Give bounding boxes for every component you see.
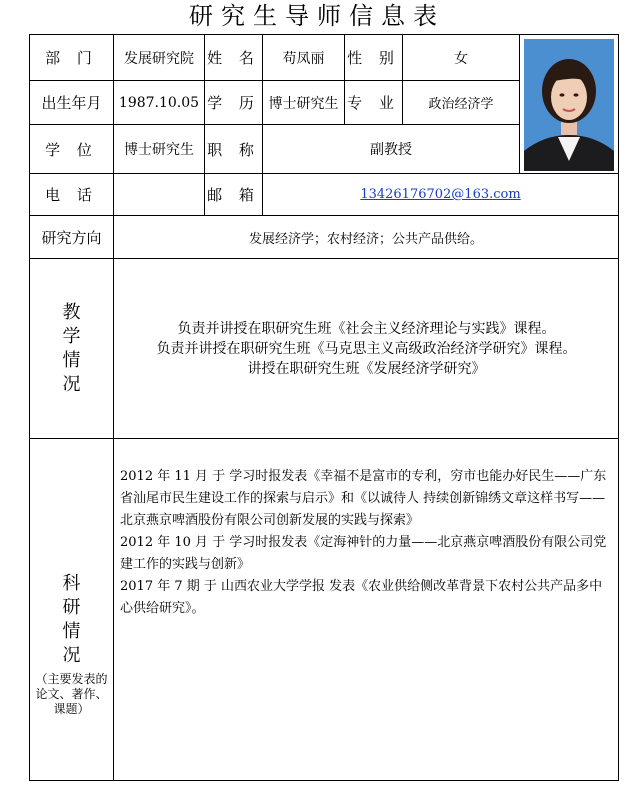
- value-department: 发展研究院: [124, 50, 194, 67]
- table-border-right: [618, 34, 619, 781]
- label-teaching: 教 学 情 况: [62, 301, 81, 395]
- label-gender: 性 别: [347, 49, 400, 67]
- research-item: 2012 年 10 月 于 学习时报发表《定海神针的力量——北京燕京啤酒股份有限公司党建工作的实践与创新》: [120, 535, 607, 572]
- value-birth: 1987.10.05: [118, 94, 200, 111]
- value-education: 博士研究生: [268, 95, 339, 112]
- research-item: 2017 年 7 期 于 山西农业大学学报 发表《农业供给侧改革背景下农村公共产品多中心供给研究》。: [120, 579, 603, 616]
- label-major: 专 业: [347, 94, 400, 112]
- row-line-5: [29, 258, 619, 259]
- label-degree: 学 位: [45, 140, 98, 159]
- row-line-6: [29, 438, 619, 439]
- research-content: [120, 466, 614, 620]
- value-degree: 博士研究生: [124, 142, 194, 158]
- col-line-6: [519, 34, 520, 174]
- teaching-line: 负责并讲授在职研究生班《马克思主义高级政治经济学研究》课程。: [156, 341, 577, 357]
- teaching-line: 负责并讲授在职研究生班《社会主义经济理论与实践》课程。: [177, 321, 556, 337]
- research-item: 2012 年 11 月 于 学习时报发表《幸福不是富市的专利，穷市也能办好民生——广东省汕尾市民生建设工作的探索与启示》和《以诚待人 持续创新锦绣文章这样书写——北京燕京啤酒股份有限公司创新发展的实践与探索》: [120, 469, 607, 528]
- label-phone: 电 话: [45, 186, 98, 204]
- label-birth: 出生年月: [41, 94, 102, 112]
- label-job-title: 职 称: [207, 140, 260, 159]
- table-border-bottom: [29, 780, 619, 781]
- label-name: 姓 名: [207, 49, 260, 67]
- value-gender: 女: [454, 50, 468, 67]
- value-job-title: 副教授: [370, 142, 412, 158]
- page-title: 研究生导师信息表: [189, 2, 445, 30]
- email-link[interactable]: 13426176702@163.com: [360, 187, 521, 202]
- label-research-direction: 研究方向: [41, 228, 102, 247]
- label-education: 学 历: [207, 94, 260, 112]
- value-major: 政治经济学: [428, 97, 494, 112]
- label-department: 部 门: [45, 49, 98, 67]
- research-note: （主要发表的论文、著作、课题）: [35, 672, 108, 716]
- value-phone: [114, 174, 204, 215]
- teaching-content: [115, 260, 618, 438]
- value-research-direction: 发展经济学；农村经济；公共产品供给。: [248, 231, 483, 247]
- label-email: 邮 箱: [207, 186, 260, 204]
- value-name: 苟凤丽: [282, 50, 325, 67]
- portrait-photo: [524, 39, 614, 171]
- teaching-line: 讲授在职研究生班《发展经济学研究》: [247, 361, 486, 377]
- label-research: 科 研 情 况 （主要发表的论文、著作、课题）: [30, 439, 113, 780]
